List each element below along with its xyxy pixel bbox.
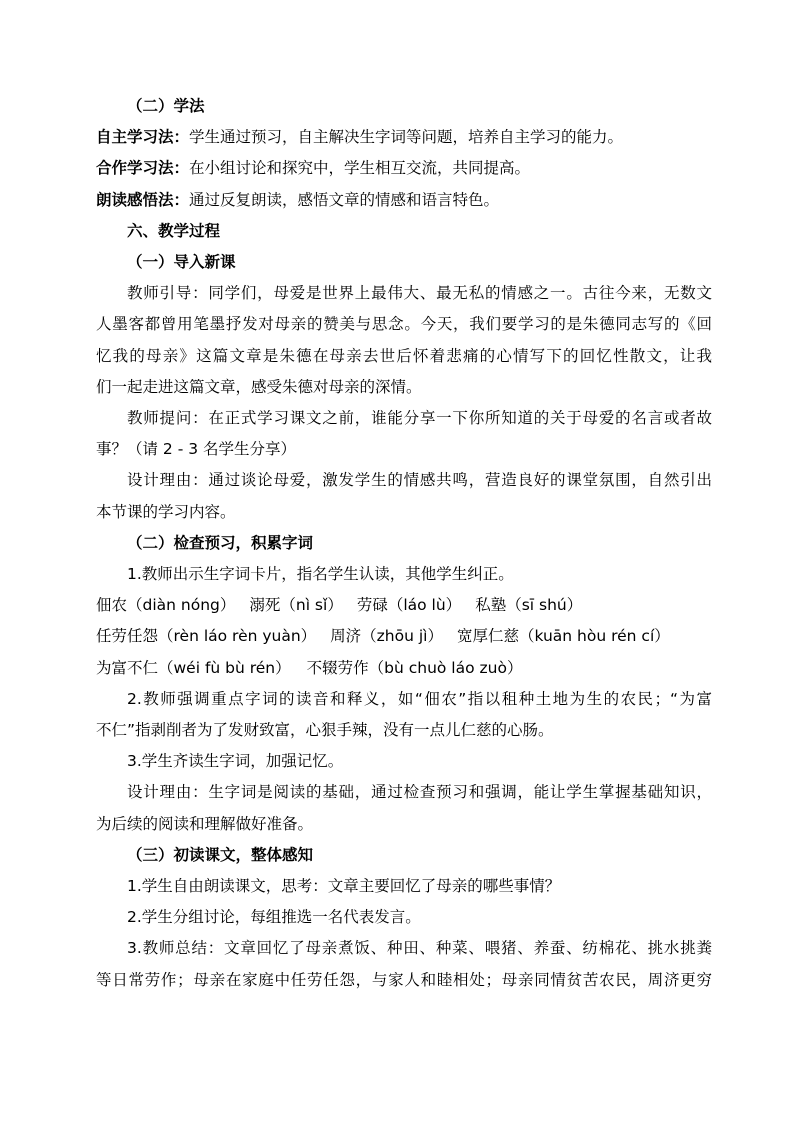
paragraph-line: 本节课的学习内容。: [96, 502, 236, 521]
intro-heading: （一）导入新课: [127, 253, 236, 272]
paragraph-line: 设计理由：通过谈论母爱，激发学生的情感共鸣，营造良好的课堂氛围，自然引出: [127, 471, 712, 490]
vocab-row: [96, 621, 712, 652]
vocab-item: 劳碌（láo lù）: [356, 596, 462, 615]
method-label: 自主学习法：: [96, 128, 190, 147]
vocab-item: 任劳任怨（rèn láo rèn yuàn）: [96, 627, 317, 646]
method-label: 朗读感悟法：: [96, 190, 190, 209]
vocab-item: 不辍劳作（bù chuò láo zuò）: [306, 658, 523, 677]
first-reading-heading: （三）初读课文，整体感知: [127, 845, 314, 864]
vocab-row: [96, 590, 712, 621]
paragraph-line: 人墨客都曾用笔墨抒发对母亲的赞美与思念。今天，我们要学习的是朱德同志写的《回: [96, 315, 712, 334]
method-text: 在小组讨论和探究中，学生相互交流，共同提高。: [189, 159, 531, 178]
method-item: [96, 185, 712, 216]
vocab-item: 宽厚仁慈（kuān hòu rén cí）: [456, 627, 670, 646]
paragraph-line: 设计理由：生字词是阅读的基础，通过检查预习和强调，能让学生掌握基础知识，: [127, 783, 712, 802]
reading-step: 1.学生自由朗读课文，思考：文章主要回忆了母亲的哪些事情？: [127, 877, 561, 896]
paragraph-line: 教师提问：在正式学习课文之前，谁能分享一下你所知道的关于母爱的名言或者故: [127, 409, 712, 428]
method-text: 学生通过预习，自主解决生字词等问题，培养自主学习的能力。: [189, 128, 624, 147]
paragraph-line: 2.教师强调重点字词的读音和释义，如“佃农”指以租种土地为生的农民；“为富: [127, 689, 712, 708]
preview-heading: （二）检查预习，积累字词: [127, 533, 314, 552]
method-item: [96, 122, 712, 153]
vocab-item: 为富不仁（wéi fù bù rén）: [96, 658, 291, 677]
document-body: [96, 91, 712, 996]
paragraph-line: 等日常劳作；母亲在家庭中任劳任怨，与家人和睦相处；母亲同情贫苦农民，周济更穷: [96, 970, 712, 989]
method-text: 通过反复朗读，感悟文章的情感和语言特色。: [189, 190, 500, 209]
process-heading: 六、教学过程: [127, 221, 221, 240]
vocab-row: [96, 653, 712, 684]
learning-methods-heading: （二）学法: [127, 97, 205, 115]
paragraph-line: 忆我的母亲》这篇文章是朱德在母亲去世后怀着悲痛的心情写下的回忆性散文，让我: [96, 346, 712, 365]
paragraph-line: 3.教师总结：文章回忆了母亲煮饭、种田、种菜、喂猪、养蚕、纺棉花、挑水挑粪: [127, 939, 712, 958]
paragraph-line: 教师引导：同学们，母爱是世界上最伟大、最无私的情感之一。古往今来，无数文: [127, 284, 712, 303]
paragraph-line: 不仁”指剥削者为了发财致富，心狠手辣，没有一点儿仁慈的心肠。: [96, 721, 554, 740]
vocab-item: 佃农（diàn nóng）: [96, 596, 236, 615]
method-item: [96, 153, 712, 184]
preview-step: 3.学生齐读生字词，加强记忆。: [127, 752, 344, 771]
method-label: 合作学习法：: [96, 159, 190, 178]
preview-step: 1.教师出示生字词卡片，指名学生认读，其他学生纠正。: [127, 565, 514, 584]
paragraph-line: 为后续的阅读和理解做好准备。: [96, 814, 314, 833]
reading-step: 2.学生分组讨论，每组推选一名代表发言。: [127, 908, 421, 927]
paragraph-line: 们一起走进这篇文章，感受朱德对母亲的深情。: [96, 377, 422, 396]
vocab-item: 周济（zhōu jì）: [330, 627, 443, 646]
vocab-item: 溺死（nì sǐ）: [249, 596, 343, 615]
paragraph-line: 事？（请 2 - 3 名学生分享）: [96, 440, 297, 459]
vocab-item: 私塾（sī shú）: [475, 596, 583, 615]
